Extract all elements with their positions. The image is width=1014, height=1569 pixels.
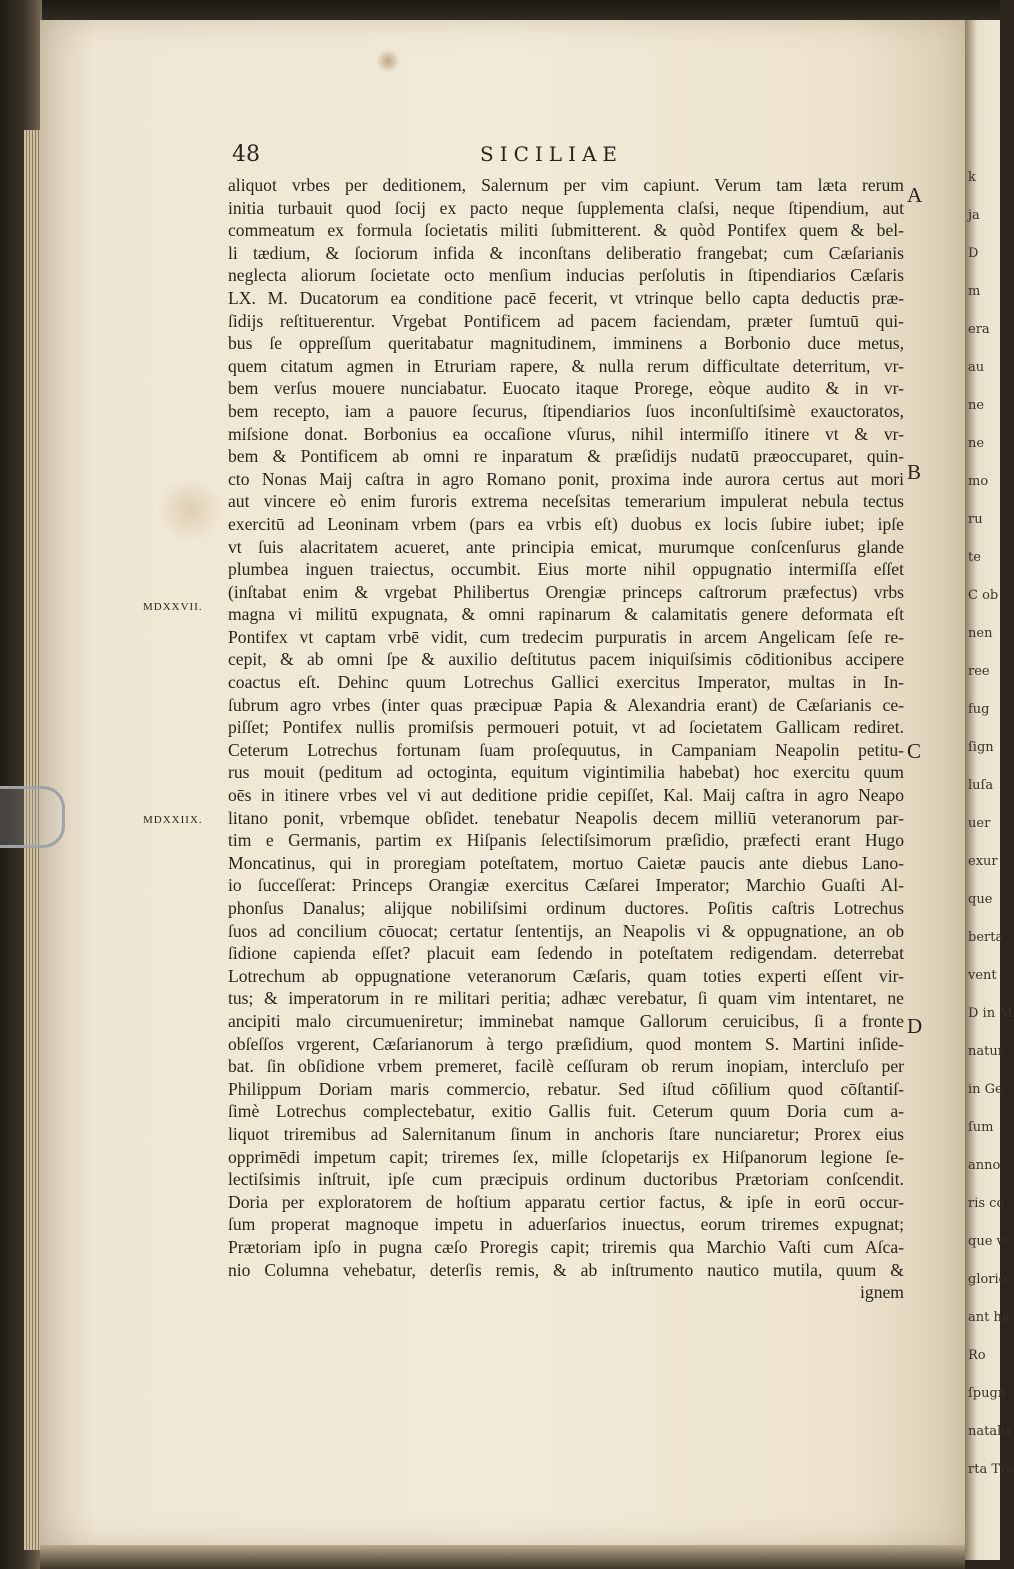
text-line: plumbea inguen traiectus, occumbit. Eius morte nihil oppugnatio intermiſſa eſſet (228, 559, 904, 580)
facing-page-fragment: in Ge (968, 1082, 1003, 1097)
text-line: coactus eſt. Dehinc quum Lotrechus Gallici exercitus Imperator, multas in In- (228, 672, 904, 693)
book-bottom-edge (40, 1545, 965, 1569)
text-line: ſimè Lotrechus complectebatur, exitio Gallis fuit. Ceterum quum Doria cum a- (228, 1101, 904, 1122)
text-line: (inſtabat enim & vrgebat Philibertus Orengiæ princeps caſtrorum præfectus) vrbs (228, 581, 904, 602)
facing-page-fragment: berta (968, 930, 1004, 945)
text-line: ſum properat magnoque impetu in aduerſarios inuectus, eorum triremes expugnat; (228, 1214, 904, 1235)
facing-page-fragment: D (968, 246, 979, 261)
text-line: quem citatum agmen in Etruriam rapere, & nulla rerum difficultate deterritum, vr- (228, 355, 904, 376)
text-line: Doria per exploratorem de hoſtium apparatu certior factus, & ipſe in eorū occur- (228, 1191, 904, 1212)
facing-page-fragment: anno (968, 1158, 1001, 1173)
facing-page-fragment: fug (968, 702, 990, 717)
text-line: bat. ſin obſidione vrbem premeret, facilè ceſſuram ob rerum inopiam, intercluſo per (228, 1056, 904, 1077)
text-line: Philippum Doriam maris commercio, rebatur. Sed iſtud cōſilium quod cōſtantiſ- (228, 1078, 904, 1099)
text-line: vt ſuis alacritatem acueret, ante principia emicat, murumque conſcenſurus glande (228, 536, 904, 557)
facing-page-fragment: ſign (968, 740, 994, 755)
text-line: aut vincere eò enim furoris extrema neceſsitas temerarium impulerat nebula tectus (228, 491, 904, 512)
text-line: Prætoriam ipſo in pugna cæſo Proregis capit; triremis qua Marchio Vaſti cum Aſca- (228, 1236, 904, 1257)
facing-page-fragment: glorio (968, 1272, 1007, 1287)
facing-page-fragment: ant ha (968, 1310, 1010, 1325)
section-letter-d: D (907, 1014, 923, 1038)
facing-page-fragment: uer (968, 816, 991, 831)
facing-page-fragment: natur (968, 1044, 1004, 1059)
running-head: SICILIAE (480, 142, 624, 166)
facing-page-fragment: rta Tro (968, 1462, 1014, 1477)
facing-page-fragment: ris co (968, 1196, 1005, 1211)
text-line: magna vi militū expugnata, & omni rapinarum & calamitatis genere deformata eſt (228, 604, 904, 625)
facing-page-fragment: ree (968, 664, 990, 679)
text-line: Ceterum Lotrechus fortunam ſuam proſequutus, in Campaniam Neapolin petitu- (228, 739, 904, 760)
text-line: commeatum ex formula ſocietatis militi ſubmitterent. & quòd Pontifex quem & bel- (228, 220, 904, 241)
text-line: ignem (860, 1282, 904, 1303)
facing-page-fragment: C ob (968, 588, 999, 603)
facing-page-fragment: m (968, 284, 981, 299)
text-line: tus; & imperatorum in re militari peritia; adhæc verebatur, ſi quam vim intentaret, ne (228, 988, 904, 1009)
text-line: litano ponit, vrbemque obſidet. tenebatur Neapolis decem milliū veteranorum par- (228, 807, 904, 828)
facing-page-fragment: ja (968, 208, 980, 223)
text-line: ſuos ad concilium cōuocat; certatur ſententijs, an Neapolis vi & oppugnatione, an ob (228, 920, 904, 941)
facing-page-fragment: ſum (968, 1120, 994, 1135)
margin-date: MDXXIIX. (143, 814, 203, 826)
text-line: io ſucceſſerat: Princeps Orangiæ exercitus Cæſarei Imperator; Marchio Guaſti Al- (228, 875, 904, 896)
text-line: cepit, & ab omni ſpe & auxilio deſtitutus pacem iniquiſsimis cōditionibus accipere (228, 649, 904, 670)
margin-date: MDXXVII. (143, 601, 203, 613)
text-line: ſidione capienda eſſet? placuit eam ſedendo in poteſtatem redigendam. deterrebat (228, 943, 904, 964)
facing-page-fragment: ne (968, 436, 985, 451)
facing-page-fragment: era (968, 322, 990, 337)
facing-page-fragment: ne (968, 398, 985, 413)
text-line: initia turbauit quod ſocij ex pacto neque ſupplementa claſsi, neque ſtipendium, aut (228, 197, 904, 218)
facing-page-fragment: Ro (968, 1348, 986, 1363)
text-line: miſsione donat. Borbonius ea occaſione vſurus, nihil intermiſſo itinere vt & vr- (228, 423, 904, 444)
facing-page-fragment: mo (968, 474, 989, 489)
facing-page-fragment: luſa (968, 778, 994, 793)
section-letter-b: B (907, 460, 922, 484)
facing-page-fragment: k (968, 170, 976, 185)
text-line: piſſet; Pontifex nullis promiſsis permoueri potuit, vt ad ſocietatem Gallicam rediret. (228, 717, 904, 738)
text-line: ancipiti malo circumueniretur; imminebat namque Gallorum ceruicibus, ſi a fronte (228, 1010, 904, 1031)
foxing-stain (375, 50, 401, 72)
facing-page-fragment: que (968, 892, 993, 907)
text-line: ſubrum agro vrbes (inter quas præcipuæ Papia & Alexandria erant) de Cæſarianis ce- (228, 694, 904, 715)
text-line: LX. M. Ducatorum ea conditione pacē fecerit, vt vtrinque bello capta deductis præ- (228, 287, 904, 308)
text-line: nio Columna vehebatur, deterſis remis, & ab inſtrumento nautico mutila, quum & (228, 1259, 904, 1280)
text-line: opprimēdi impetum capit; triremes ſex, mille ſclopetarijs ex Hiſpanorum legione ſe- (228, 1146, 904, 1167)
text-line: oēs in itinere vrbes vel vi aut deditione pridie cepiſſet, Kal. Maij caſtra in agro Neapo (228, 785, 904, 806)
text-line: liquot triremibus ad Salernitanum ſinum in anchoris ſtare nunciaretur; Prorex eius (228, 1123, 904, 1144)
text-line: bem recepto, iam a pauore ſecurus, ſtipendiarios ſuos inconſultiſsimè exauctoratos, (228, 400, 904, 421)
facing-page-fragment: au (968, 360, 985, 375)
facing-page-fragment: vent (968, 968, 997, 983)
text-line: lectiſsimis inſtruit, ipſe cum præcipuis ordinum ductoribus Prætoriam conſcendit. (228, 1169, 904, 1190)
text-line: Lotrechum ab oppugnatione veteranorum Cæſaris, quam toties experti eſſent vir- (228, 965, 904, 986)
facing-page-fragment: ſpugn (968, 1386, 1007, 1401)
text-line: ſidijs reſtituerentur. Vrgebat Pontificem ad pacem faciendam, præter ſumtuū qui- (228, 310, 904, 331)
facing-page-edge (965, 20, 1014, 1560)
text-line: neglecta aliorum ſocietate octo menſium inducias perſolutis in ſtipendiarios Cæſaris (228, 265, 904, 286)
facing-page-fragment: te (968, 550, 981, 565)
text-line: cto Nonas Maij caſtra in agro Romano ponit, proxima inde aurora certus aut mori (228, 468, 904, 489)
facing-page-fragment: nen (968, 626, 993, 641)
facing-page-fragment: ru (968, 512, 983, 527)
facing-page-fragment: natalis (968, 1424, 1013, 1439)
text-line: bem verſus mouere nunciabatur. Euocato itaque Prorege, eòque audito & in vr- (228, 378, 904, 399)
text-line: exercitū ad Leoninam vrbem (pars ea vrbis eſt) duobus ex locis ſubire iubet; ipſe (228, 513, 904, 534)
facing-page-fragment: que vi (968, 1234, 1009, 1249)
text-line: aliquot vrbes per deditionem, Salernum per vim capiunt. Verum tam læta rerum (228, 175, 904, 195)
text-line: bus ſe oppreſſum queritabatur magnitudinem, imminens a Borbonio duce metus, (228, 333, 904, 354)
text-line: Pontifex vt captam vrbē vidit, cum tredecim purpuratis in arcem Angelicam ſeſe re- (228, 626, 904, 647)
facing-page-fragment: D in M (968, 1006, 1013, 1021)
foxing-stain (155, 480, 225, 540)
text-line: phonſus Danalus; alijque nobiliſsimi ordinum ductores. Poſitis caſtris Lotrechus (228, 898, 904, 918)
body-text (228, 174, 904, 1304)
text-line: rus mouit (peditum ad octoginta, equitum vigintimilia habebat) hoc exercitu quum (228, 762, 904, 783)
text-line: obſeſſos vrgerent, Cæſarianorum à tergo præſidium, quod montem S. Martini inſide- (228, 1033, 904, 1054)
folio-number: 48 (232, 142, 260, 167)
page-clip (0, 786, 65, 848)
section-letter-a: A (907, 183, 923, 207)
text-line: li tædium, & ſociorum infida & inconſtans deliberatio frangebat; cum Cæſarianis (228, 242, 904, 263)
text-line: bem & Pontificem ab omni re inparatum & præſidijs nudatū præoccuparet, quin- (228, 446, 904, 467)
text-line: tim e Germanis, partim ex Hiſpanis ſelectiſsimorum præſidio, præfecti erant Hugo (228, 830, 904, 851)
section-letter-c: C (907, 739, 922, 763)
facing-page-fragment: exur (968, 854, 998, 869)
text-line: Moncatinus, qui in proregiam poteſtatem, mortuo Caietæ paucis ante diebus Lano- (228, 852, 904, 873)
